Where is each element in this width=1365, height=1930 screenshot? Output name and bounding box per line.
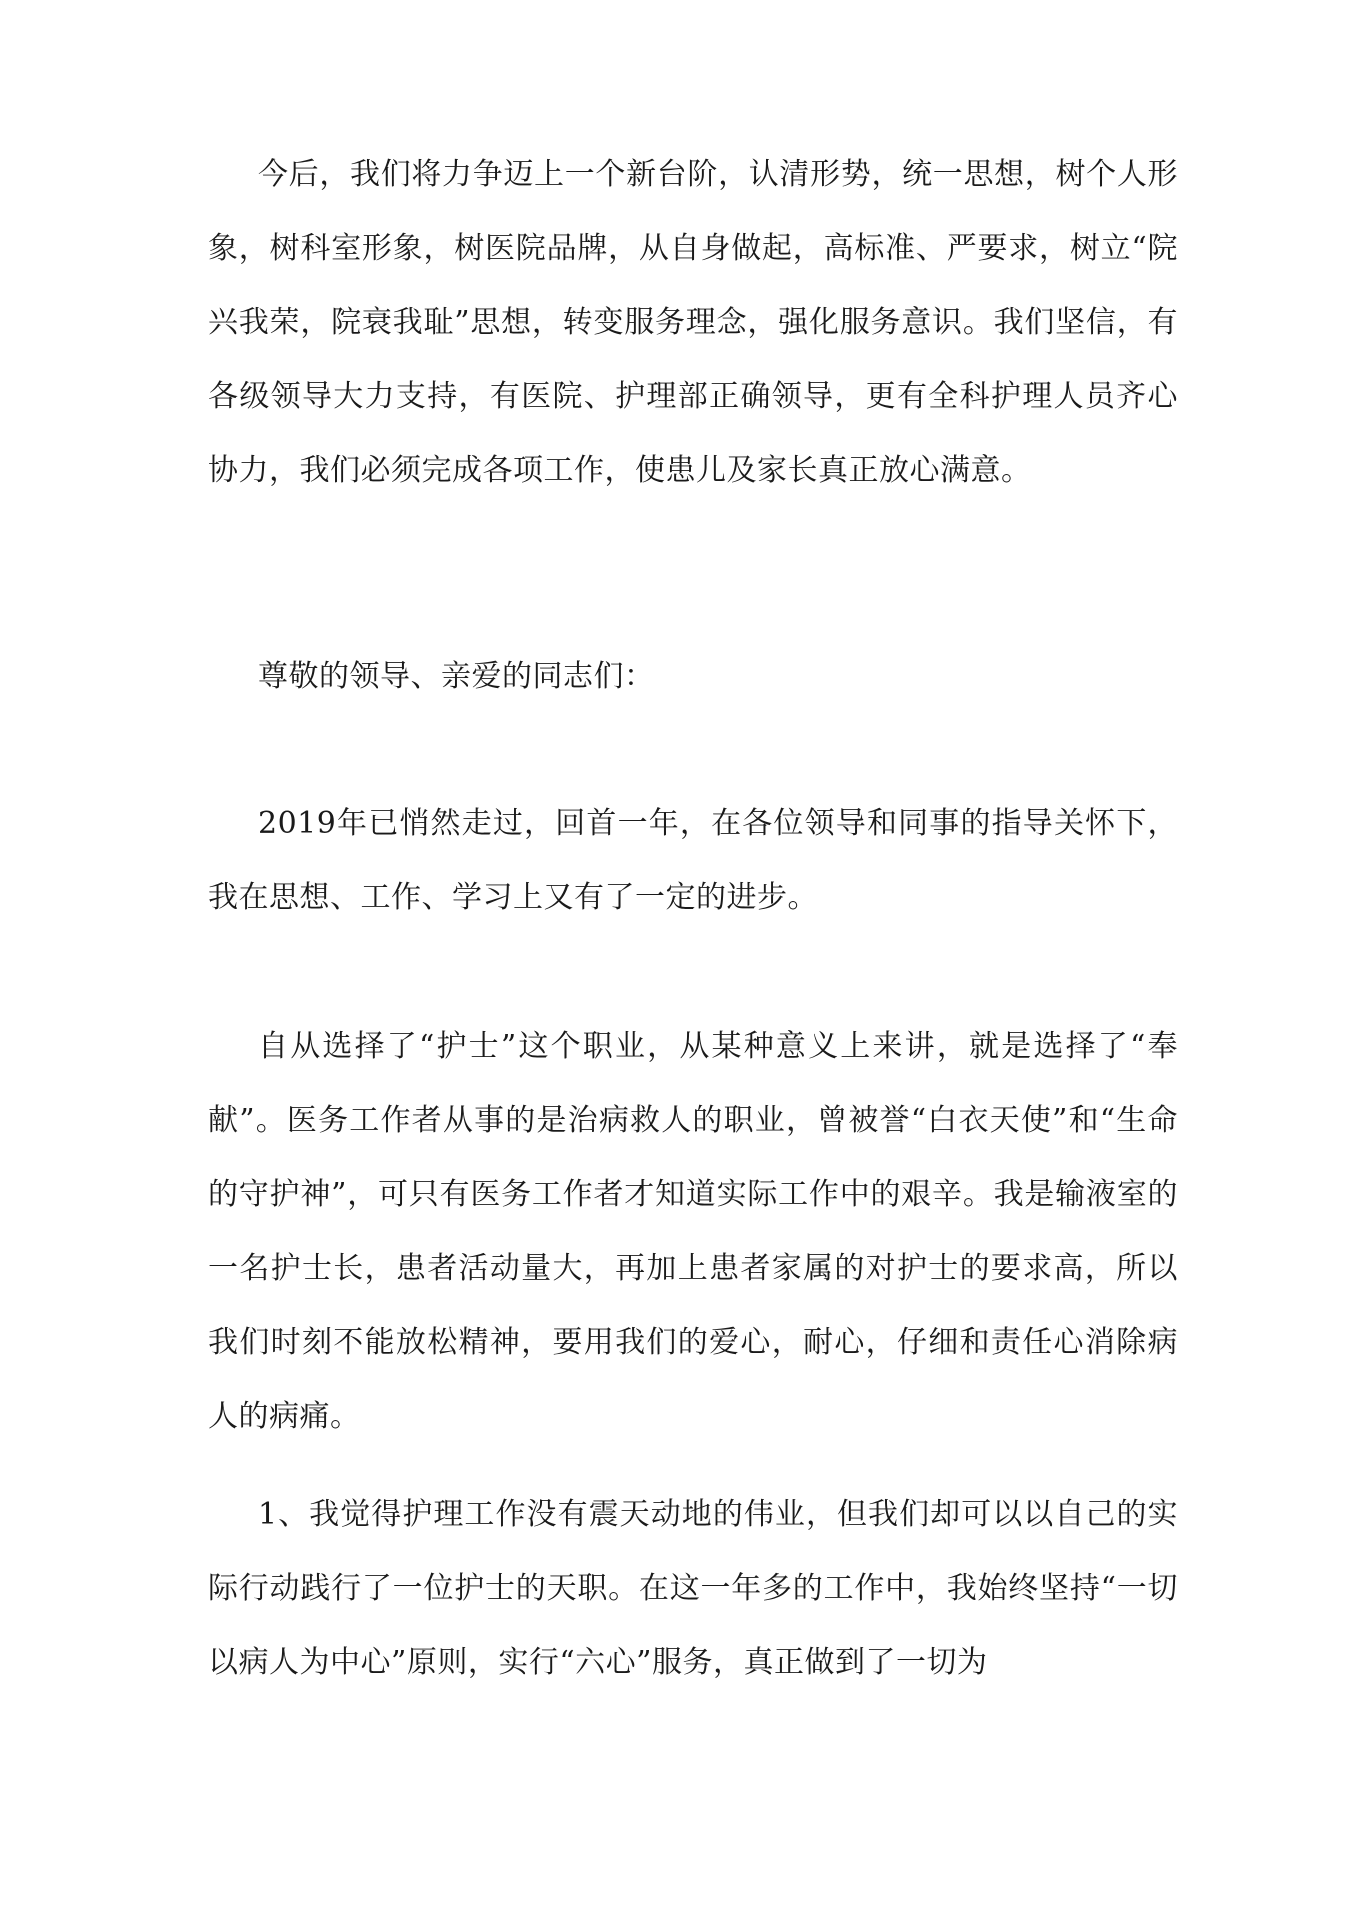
paragraph-nursing-career: 自从选择了“护士”这个职业，从某种意义上来讲，就是选择了“奉献”。医务工作者从事的是治病救人的职业，曾被誉“白衣天使”和“生命的守护神”，可只有医务工作者才知道实际工作中的艰辛。我是输液室的一名护士长，患者活动量大，再加上患者家属的对护士的要求高，所以我们时刻不能放松精神，要用我们的爱心，耐心，仔细和责任心消除病人的病痛。	[208, 1029, 1178, 1434]
paragraph-future-plans: 今后，我们将力争迈上一个新台阶，认清形势，统一思想，树个人形象，树科室形象，树医院品牌，从自身做起，高标准、严要求，树立“院兴我荣，院衰我耻”思想，转变服务理念，强化服务意识。我们坚信，有各级领导大力支持，有医院、护理部正确领导，更有全科护理人员齐心协力，我们必须完成各项工作，使患儿及家长真正放心满意。	[208, 157, 1178, 488]
paragraph-point-1: 1、我觉得护理工作没有震天动地的伟业，但我们却可以以自己的实际行动践行了一位护士的天职。在这一年多的工作中，我始终坚持“一切以病人为中心”原则，实行“六心”服务，真正做到了一切为	[208, 1497, 1178, 1680]
paragraph-salutation: 尊敬的领导、亲爱的同志们：	[258, 659, 655, 694]
paragraph-year-review: 2019年已悄然走过，回首一年，在各位领导和同事的指导关怀下，我在思想、工作、学习上又有了一定的进步。	[208, 806, 1178, 915]
